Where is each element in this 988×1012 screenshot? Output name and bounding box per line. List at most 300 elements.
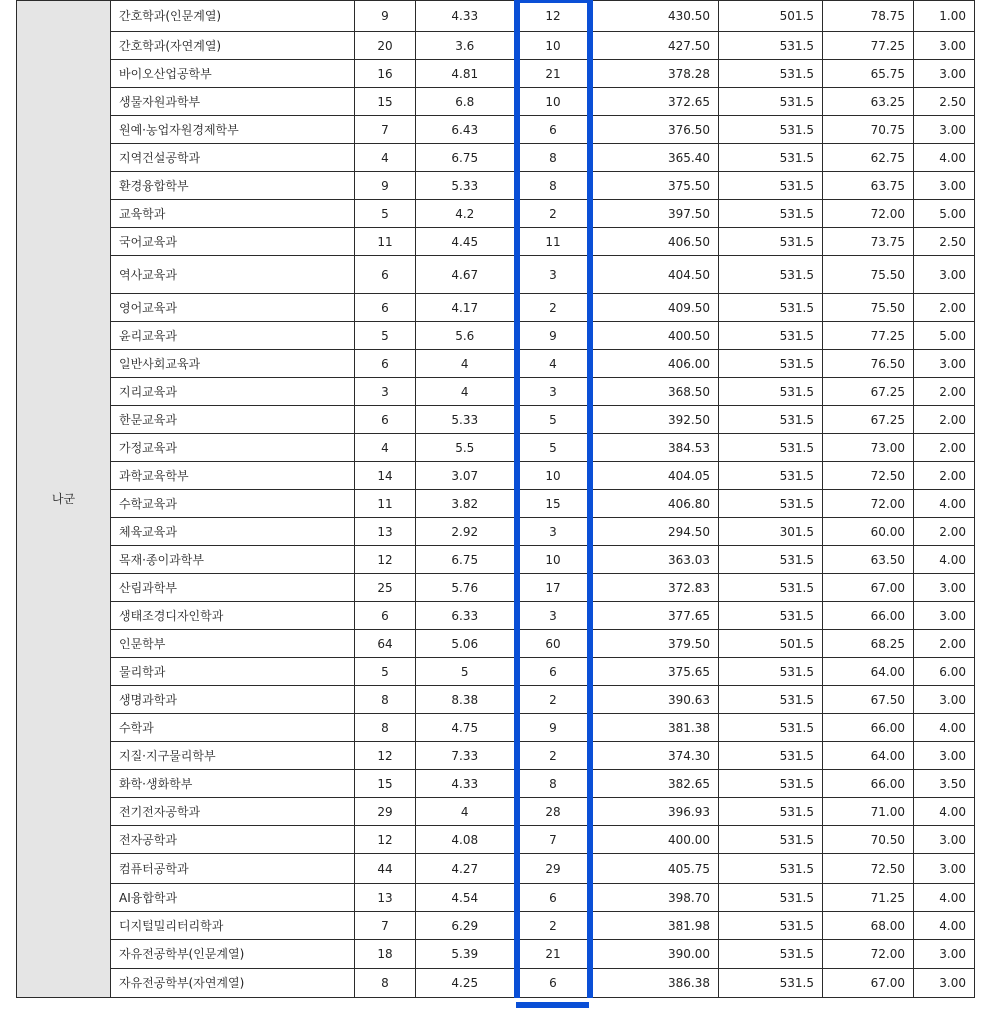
quota-cell: 12 [355,742,416,770]
highlighted-rank-cell: 8 [517,172,590,200]
competition-ratio-cell: 5.6 [416,322,517,350]
highlighted-rank-cell: 11 [517,228,590,256]
competition-ratio-cell: 7.33 [416,742,517,770]
department-cell: 영어교육과 [111,294,355,322]
table-row [17,490,975,518]
percentile-cell: 65.75 [823,60,914,88]
quota-cell: 6 [355,602,416,630]
department-cell: 일반사회교육과 [111,350,355,378]
percentile-cell: 67.25 [823,406,914,434]
department-cell: 생태조경디자인학과 [111,602,355,630]
grade-cell: 3.00 [914,60,975,88]
max-score-cell: 531.5 [719,256,823,294]
percentile-cell: 63.25 [823,88,914,116]
highlighted-rank-cell: 12 [517,1,590,32]
table-row [17,884,975,912]
competition-ratio-cell: 4.75 [416,714,517,742]
max-score-cell: 501.5 [719,630,823,658]
score-cell: 379.50 [590,630,719,658]
department-cell: 지리교육과 [111,378,355,406]
highlighted-rank-cell: 10 [517,462,590,490]
competition-ratio-cell: 5.76 [416,574,517,602]
grade-cell: 1.00 [914,1,975,32]
quota-cell: 15 [355,770,416,798]
score-cell: 405.75 [590,854,719,884]
highlighted-rank-cell: 2 [517,686,590,714]
table-row [17,1,975,32]
percentile-cell: 67.25 [823,378,914,406]
admission-group-cell: 나군 [17,1,111,998]
highlighted-rank-cell: 3 [517,378,590,406]
percentile-cell: 68.00 [823,912,914,940]
table-row [17,88,975,116]
quota-cell: 9 [355,172,416,200]
quota-cell: 6 [355,294,416,322]
competition-ratio-cell: 5.33 [416,172,517,200]
department-cell: 과학교육학부 [111,462,355,490]
score-cell: 374.30 [590,742,719,770]
score-cell: 376.50 [590,116,719,144]
competition-ratio-cell: 4.08 [416,826,517,854]
grade-cell: 3.00 [914,826,975,854]
max-score-cell: 531.5 [719,854,823,884]
score-cell: 390.63 [590,686,719,714]
score-cell: 406.80 [590,490,719,518]
score-cell: 398.70 [590,884,719,912]
competition-ratio-cell: 5 [416,658,517,686]
quota-cell: 14 [355,462,416,490]
score-cell: 392.50 [590,406,719,434]
highlighted-rank-cell: 3 [517,602,590,630]
grade-cell: 3.00 [914,602,975,630]
max-score-cell: 531.5 [719,940,823,969]
competition-ratio-cell: 4.81 [416,60,517,88]
percentile-cell: 66.00 [823,770,914,798]
table-row [17,940,975,969]
table-row [17,854,975,884]
highlighted-rank-cell: 28 [517,798,590,826]
grade-cell: 4.00 [914,546,975,574]
max-score-cell: 531.5 [719,116,823,144]
score-cell: 409.50 [590,294,719,322]
quota-cell: 9 [355,1,416,32]
quota-cell: 4 [355,434,416,462]
highlighted-rank-cell: 6 [517,969,590,998]
department-cell: 가정교육과 [111,434,355,462]
score-cell: 363.03 [590,546,719,574]
table-row [17,658,975,686]
department-cell: 교육학과 [111,200,355,228]
highlight-box-bottom [516,1002,589,1008]
department-cell: 전자공학과 [111,826,355,854]
grade-cell: 2.00 [914,378,975,406]
grade-cell: 4.00 [914,714,975,742]
grade-cell: 2.00 [914,518,975,546]
quota-cell: 12 [355,546,416,574]
quota-cell: 8 [355,686,416,714]
max-score-cell: 531.5 [719,322,823,350]
score-cell: 406.50 [590,228,719,256]
max-score-cell: 531.5 [719,60,823,88]
department-cell: AI융합학과 [111,884,355,912]
percentile-cell: 76.50 [823,350,914,378]
score-cell: 377.65 [590,602,719,630]
percentile-cell: 72.50 [823,462,914,490]
department-cell: 컴퓨터공학과 [111,854,355,884]
department-cell: 원예·농업자원경제학부 [111,116,355,144]
highlighted-rank-cell: 2 [517,742,590,770]
percentile-cell: 73.75 [823,228,914,256]
highlighted-rank-cell: 8 [517,770,590,798]
highlighted-rank-cell: 6 [517,116,590,144]
percentile-cell: 62.75 [823,144,914,172]
table-row [17,60,975,88]
percentile-cell: 72.00 [823,490,914,518]
grade-cell: 2.50 [914,88,975,116]
quota-cell: 12 [355,826,416,854]
score-cell: 372.65 [590,88,719,116]
percentile-cell: 72.00 [823,940,914,969]
competition-ratio-cell: 6.8 [416,88,517,116]
department-cell: 체육교육과 [111,518,355,546]
highlighted-rank-cell: 8 [517,144,590,172]
table-row [17,798,975,826]
table-row [17,912,975,940]
competition-ratio-cell: 4 [416,350,517,378]
highlighted-rank-cell: 3 [517,518,590,546]
department-cell: 수학교육과 [111,490,355,518]
table-row [17,406,975,434]
score-cell: 430.50 [590,1,719,32]
grade-cell: 2.50 [914,228,975,256]
table-row [17,770,975,798]
max-score-cell: 531.5 [719,200,823,228]
score-cell: 427.50 [590,32,719,60]
score-cell: 400.50 [590,322,719,350]
highlighted-rank-cell: 2 [517,912,590,940]
department-cell: 한문교육과 [111,406,355,434]
max-score-cell: 531.5 [719,462,823,490]
percentile-cell: 66.00 [823,714,914,742]
grade-cell: 4.00 [914,490,975,518]
highlighted-rank-cell: 4 [517,350,590,378]
table-row [17,462,975,490]
highlighted-rank-cell: 6 [517,884,590,912]
max-score-cell: 531.5 [719,378,823,406]
table-row [17,172,975,200]
table-row [17,294,975,322]
score-cell: 375.65 [590,658,719,686]
score-cell: 386.38 [590,969,719,998]
department-cell: 생명과학과 [111,686,355,714]
score-cell: 382.65 [590,770,719,798]
quota-cell: 6 [355,406,416,434]
max-score-cell: 531.5 [719,714,823,742]
grade-cell: 3.50 [914,770,975,798]
max-score-cell: 531.5 [719,434,823,462]
max-score-cell: 531.5 [719,686,823,714]
department-cell: 윤리교육과 [111,322,355,350]
score-cell: 294.50 [590,518,719,546]
max-score-cell: 531.5 [719,912,823,940]
score-cell: 390.00 [590,940,719,969]
percentile-cell: 67.50 [823,686,914,714]
max-score-cell: 531.5 [719,574,823,602]
percentile-cell: 64.00 [823,658,914,686]
score-cell: 372.83 [590,574,719,602]
highlighted-rank-cell: 29 [517,854,590,884]
highlighted-rank-cell: 6 [517,658,590,686]
quota-cell: 13 [355,518,416,546]
score-cell: 368.50 [590,378,719,406]
competition-ratio-cell: 5.5 [416,434,517,462]
grade-cell: 4.00 [914,144,975,172]
table-row [17,350,975,378]
highlighted-rank-cell: 9 [517,714,590,742]
percentile-cell: 64.00 [823,742,914,770]
score-cell: 381.38 [590,714,719,742]
max-score-cell: 531.5 [719,546,823,574]
percentile-cell: 66.00 [823,602,914,630]
department-cell: 지역건설공학과 [111,144,355,172]
table-body [17,1,975,998]
score-cell: 406.00 [590,350,719,378]
score-cell: 381.98 [590,912,719,940]
competition-ratio-cell: 4.27 [416,854,517,884]
grade-cell: 2.00 [914,294,975,322]
percentile-cell: 63.50 [823,546,914,574]
highlighted-rank-cell: 21 [517,60,590,88]
competition-ratio-cell: 4.67 [416,256,517,294]
percentile-cell: 70.75 [823,116,914,144]
department-cell: 수학과 [111,714,355,742]
competition-ratio-cell: 8.38 [416,686,517,714]
grade-cell: 3.00 [914,969,975,998]
competition-ratio-cell: 4.45 [416,228,517,256]
table-row [17,574,975,602]
competition-ratio-cell: 4.54 [416,884,517,912]
max-score-cell: 531.5 [719,32,823,60]
max-score-cell: 531.5 [719,490,823,518]
max-score-cell: 531.5 [719,602,823,630]
grade-cell: 5.00 [914,200,975,228]
quota-cell: 11 [355,228,416,256]
percentile-cell: 63.75 [823,172,914,200]
department-cell: 인문학부 [111,630,355,658]
table-row [17,518,975,546]
percentile-cell: 72.00 [823,200,914,228]
max-score-cell: 531.5 [719,228,823,256]
competition-ratio-cell: 2.92 [416,518,517,546]
quota-cell: 5 [355,322,416,350]
score-cell: 378.28 [590,60,719,88]
grade-cell: 4.00 [914,884,975,912]
quota-cell: 6 [355,350,416,378]
percentile-cell: 71.25 [823,884,914,912]
quota-cell: 5 [355,658,416,686]
highlighted-rank-cell: 17 [517,574,590,602]
table-row [17,969,975,998]
score-cell: 384.53 [590,434,719,462]
score-cell: 375.50 [590,172,719,200]
quota-cell: 4 [355,144,416,172]
department-cell: 환경융합학부 [111,172,355,200]
department-cell: 국어교육과 [111,228,355,256]
quota-cell: 7 [355,116,416,144]
percentile-cell: 78.75 [823,1,914,32]
table-row [17,200,975,228]
competition-ratio-cell: 4.33 [416,770,517,798]
highlighted-rank-cell: 2 [517,294,590,322]
competition-ratio-cell: 6.75 [416,144,517,172]
grade-cell: 6.00 [914,658,975,686]
max-score-cell: 531.5 [719,172,823,200]
competition-ratio-cell: 5.39 [416,940,517,969]
quota-cell: 15 [355,88,416,116]
department-cell: 산림과학부 [111,574,355,602]
highlighted-rank-cell: 21 [517,940,590,969]
percentile-cell: 75.50 [823,256,914,294]
grade-cell: 3.00 [914,940,975,969]
score-cell: 365.40 [590,144,719,172]
highlighted-rank-cell: 15 [517,490,590,518]
competition-ratio-cell: 4 [416,378,517,406]
table-row [17,228,975,256]
department-cell: 바이오산업공학부 [111,60,355,88]
grade-cell: 3.00 [914,574,975,602]
department-cell: 역사교육과 [111,256,355,294]
highlighted-rank-cell: 5 [517,434,590,462]
table-row [17,546,975,574]
grade-cell: 3.00 [914,686,975,714]
quota-cell: 11 [355,490,416,518]
table-row [17,686,975,714]
grade-cell: 2.00 [914,406,975,434]
quota-cell: 29 [355,798,416,826]
table-row [17,322,975,350]
percentile-cell: 68.25 [823,630,914,658]
highlighted-rank-cell: 9 [517,322,590,350]
grade-cell: 3.00 [914,116,975,144]
quota-cell: 8 [355,969,416,998]
quota-cell: 7 [355,912,416,940]
quota-cell: 3 [355,378,416,406]
percentile-cell: 67.00 [823,574,914,602]
highlight-box-top [516,0,589,3]
department-cell: 간호학과(자연계열) [111,32,355,60]
quota-cell: 5 [355,200,416,228]
percentile-cell: 67.00 [823,969,914,998]
max-score-cell: 531.5 [719,88,823,116]
grade-cell: 3.00 [914,854,975,884]
quota-cell: 16 [355,60,416,88]
competition-ratio-cell: 5.33 [416,406,517,434]
department-cell: 생물자원과학부 [111,88,355,116]
department-cell: 화학·생화학부 [111,770,355,798]
highlighted-rank-cell: 2 [517,200,590,228]
max-score-cell: 531.5 [719,658,823,686]
department-cell: 물리학과 [111,658,355,686]
admissions-results-table [16,0,975,998]
grade-cell: 4.00 [914,912,975,940]
table-row [17,602,975,630]
grade-cell: 2.00 [914,462,975,490]
department-cell: 목재·종이과학부 [111,546,355,574]
max-score-cell: 501.5 [719,1,823,32]
grade-cell: 3.00 [914,256,975,294]
score-cell: 397.50 [590,200,719,228]
department-cell: 자유전공학부(자연계열) [111,969,355,998]
score-cell: 400.00 [590,826,719,854]
max-score-cell: 531.5 [719,294,823,322]
max-score-cell: 301.5 [719,518,823,546]
competition-ratio-cell: 4.2 [416,200,517,228]
max-score-cell: 531.5 [719,770,823,798]
percentile-cell: 77.25 [823,322,914,350]
competition-ratio-cell: 3.6 [416,32,517,60]
department-cell: 전기전자공학과 [111,798,355,826]
competition-ratio-cell: 6.43 [416,116,517,144]
competition-ratio-cell: 5.06 [416,630,517,658]
department-cell: 간호학과(인문계열) [111,1,355,32]
grade-cell: 5.00 [914,322,975,350]
table-row [17,144,975,172]
competition-ratio-cell: 3.07 [416,462,517,490]
max-score-cell: 531.5 [719,350,823,378]
department-cell: 지질·지구물리학부 [111,742,355,770]
grade-cell: 3.00 [914,742,975,770]
max-score-cell: 531.5 [719,742,823,770]
grade-cell: 2.00 [914,630,975,658]
table-row [17,434,975,462]
department-cell: 디지털밀리터리학과 [111,912,355,940]
grade-cell: 3.00 [914,172,975,200]
quota-cell: 8 [355,714,416,742]
table-row [17,378,975,406]
grade-cell: 3.00 [914,32,975,60]
percentile-cell: 72.50 [823,854,914,884]
score-cell: 404.50 [590,256,719,294]
highlighted-rank-cell: 10 [517,546,590,574]
score-cell: 404.05 [590,462,719,490]
quota-cell: 44 [355,854,416,884]
highlighted-rank-cell: 7 [517,826,590,854]
table-row [17,256,975,294]
table-row [17,32,975,60]
max-score-cell: 531.5 [719,826,823,854]
max-score-cell: 531.5 [719,144,823,172]
competition-ratio-cell: 3.82 [416,490,517,518]
percentile-cell: 71.00 [823,798,914,826]
max-score-cell: 531.5 [719,406,823,434]
percentile-cell: 73.00 [823,434,914,462]
percentile-cell: 60.00 [823,518,914,546]
quota-cell: 18 [355,940,416,969]
quota-cell: 6 [355,256,416,294]
highlighted-rank-cell: 10 [517,88,590,116]
competition-ratio-cell: 4.33 [416,1,517,32]
table-row [17,116,975,144]
competition-ratio-cell: 6.33 [416,602,517,630]
grade-cell: 3.00 [914,350,975,378]
competition-ratio-cell: 6.29 [416,912,517,940]
score-cell: 396.93 [590,798,719,826]
highlighted-rank-cell: 5 [517,406,590,434]
grade-cell: 4.00 [914,798,975,826]
quota-cell: 25 [355,574,416,602]
table-row [17,742,975,770]
competition-ratio-cell: 4.17 [416,294,517,322]
